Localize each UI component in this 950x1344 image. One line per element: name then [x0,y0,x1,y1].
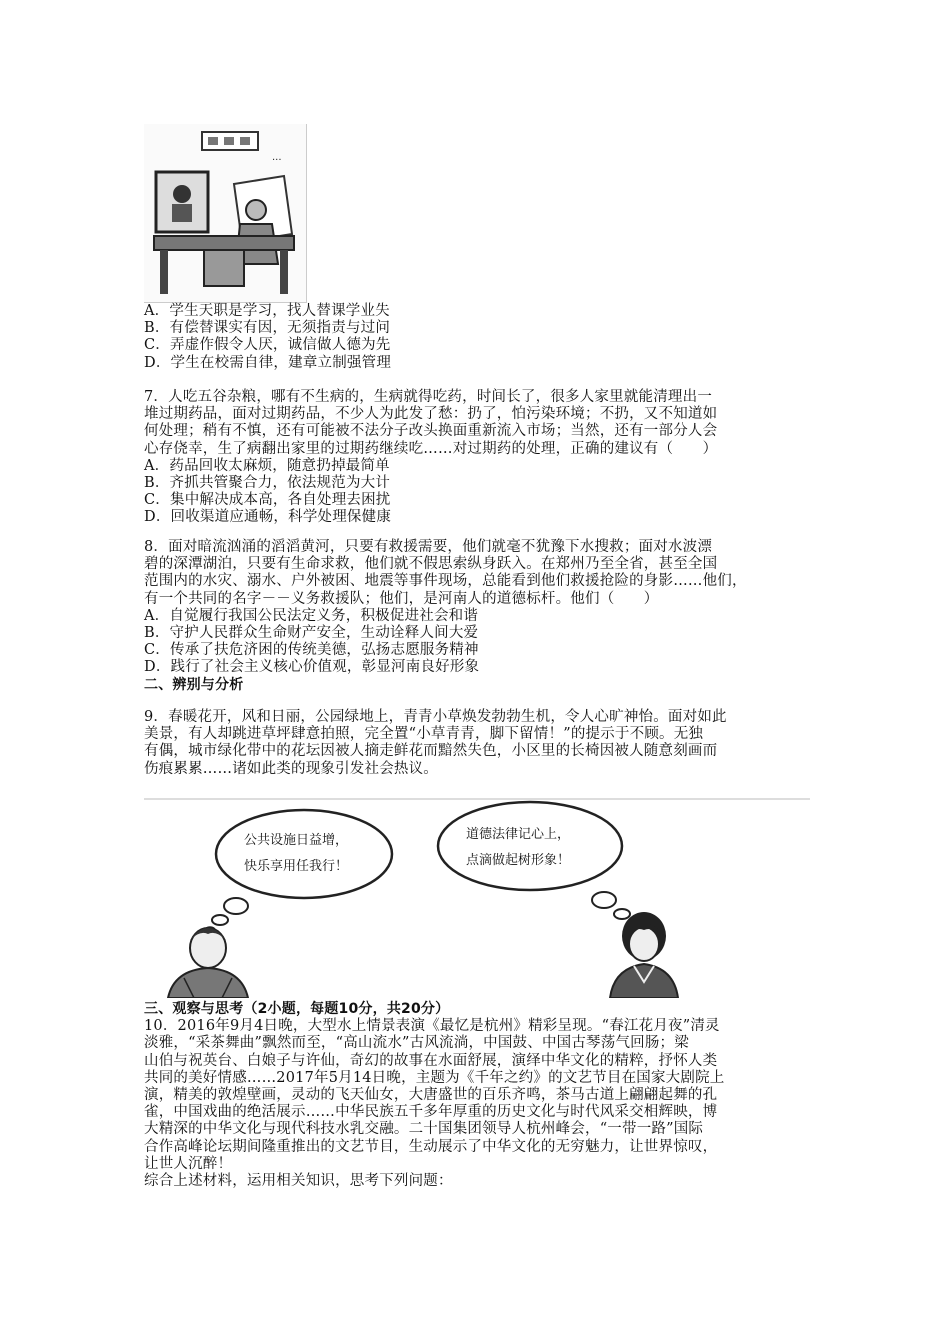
q10-stem-line: 让世人沉醉！ [144,1155,233,1172]
q7-stem-line: 堆过期药品，面对过期药品，不少人为此发了愁：扔了，怕污染环境；不扔，又不知道如 [144,406,718,423]
q9-stem-line: 伤痕累累……诸如此类的现象引发社会热议。 [144,760,438,777]
girl-figure [610,912,678,998]
q10-stem-line: 10．2016年9月4日晚，大型水上情景表演《最忆是杭州》精彩呈现。“春江花月夜”清灵 [144,1018,720,1035]
q10-stem-line: 共同的美好情感……2017年5月14日晚，主题为《千年之约》的文艺节目在国家大剧院上 [144,1069,725,1086]
q10-stem-line: 淡雅，“采茶舞曲”飘然而至，“高山流水”古风流淌，中国鼓、中国古琴荡气回肠；梁 [144,1035,689,1052]
q7-block [144,389,810,527]
q6-option-b: B．有偿替课实有因，无须指责与过问 [144,320,391,337]
left-thought-bubble [216,810,392,898]
q6-option-a: A．学生天职是学习，找人替课学业失 [144,303,390,319]
section-3-title: 三、观察与思考（2小题，每题10分，共20分） [144,1001,450,1017]
q8-block [144,539,810,694]
q9-stem-line: 9．春暖花开，风和日丽，公园绿地上，青青小草焕发勃勃生机，令人心旷神怡。面对如此 [144,709,727,725]
q9-block [144,709,810,778]
q7-stem-line: 7．人吃五谷杂粮，哪有不生病的，生病就得吃药，时间长了，很多人家里就能清理出一 [144,389,713,405]
q8-stem-line: 碧的深潭湖泊，只要有生命求救，他们就不假思索纵身跃入。在郑州乃至全省，甚至全国 [144,556,718,573]
q9-cartoon-illustration [144,798,810,998]
q7-option-c: C．集中解决成本高，各自处理去困扰 [144,492,391,509]
q6-option-d: D．学生在校需自律，建章立制强管理 [144,354,392,371]
q10-stem-line: 大精深的中华文化与现代科技水乳交融。二十国集团领导人杭州峰会，“一带一路”国际 [144,1121,704,1138]
q7-option-a: A．药品回收太麻烦，随意扔掉最简单 [144,457,390,474]
right-thought-bubble [438,802,622,890]
left-bubble-line-2: 快乐享用任我行！ [244,859,349,874]
q10-stem-line: 合作高峰论坛期间隆重推出的文艺节目，生动展示了中华文化的无穷魅力，让世界惊叹， [144,1138,718,1155]
q9-cartoon [144,798,810,998]
q8-option-a: A．自觉履行我国公民法定义务，积极促进社会和谐 [144,607,479,624]
q10-stem-line: 雀，中国戏曲的绝活展示……中华民族五千多年厚重的历史文化与时代风采交相辉映，博 [144,1104,718,1121]
q10-stem-line: 山伯与祝英台、白娘子与许仙，奇幻的故事在水面舒展，演绎中华文化的精粹，抒怀人类 [144,1052,718,1069]
q10-prompt: 综合上述材料，运用相关知识，思考下列问题： [144,1173,453,1190]
q7-stem-line: 心存侥幸，生了病翻出家里的过期药继续吃……对过期药的处理，正确的建议有（ ） [144,440,718,457]
substitute-class-cartoon [144,124,307,303]
q8-option-c: C．传承了扶危济困的传统美德，弘扬志愿服务精神 [144,642,479,659]
q9-stem-line: 美景，有人却跳进草坪肆意拍照，完全置“小草青青，脚下留情！”的提示于不顾。无独 [144,726,704,743]
q10-block [144,1001,810,1190]
q6-option-c: C．弄虚作假令人厌，诚信做人德为先 [144,337,391,354]
q6-options [144,303,810,372]
q8-stem-line: 范围内的水灾、溺水、户外被困、地震等事件现场，总能看到他们救援抢险的身影……他们， [144,573,747,590]
q7-stem-line: 何处理；稍有不慎，还有可能被不法分子改头换面重新流入市场；当然，还有一部分人会 [144,423,718,440]
q9-stem-line: 有偶，城市绿化带中的花坛因被人摘走鲜花而黯然失色，小区里的长椅因被人随意刻画而 [144,743,718,760]
q7-option-d: D．回收渠道应通畅，科学处理保健康 [144,509,392,526]
right-bubble-line-2: 点滴做起树形象！ [466,853,571,868]
left-bubble-line-1: 公共设施日益增， [244,833,349,848]
q8-stem-line: 有一个共同的名字－－义务救援队；他们，是河南人的道德标杆。他们（ ） [144,590,659,607]
section-2-title: 二、辨别与分析 [144,676,244,693]
q10-stem-line: 演，精美的敦煌壁画，灵动的飞天仙女，大唐盛世的百乐齐鸣，茶马古道上翩翩起舞的孔 [144,1087,718,1104]
right-bubble-line-1: 道德法律记心上， [466,827,571,842]
q7-option-b: B．齐抓共管聚合力，依法规范为大计 [144,475,391,492]
q8-stem-line: 8．面对暗流汹涌的滔滔黄河，只要有救援需要，他们就毫不犹豫下水搜救；面对水波漂 [144,539,713,555]
q8-option-b: B．守护人民群众生命财产安全，生动诠释人间大爱 [144,625,479,642]
svg-text:...: ... [272,152,282,163]
cartoon-illustration [144,124,306,302]
q8-option-d: D．践行了社会主义核心价值观，彰显河南良好形象 [144,659,480,676]
boy-figure [168,928,248,998]
